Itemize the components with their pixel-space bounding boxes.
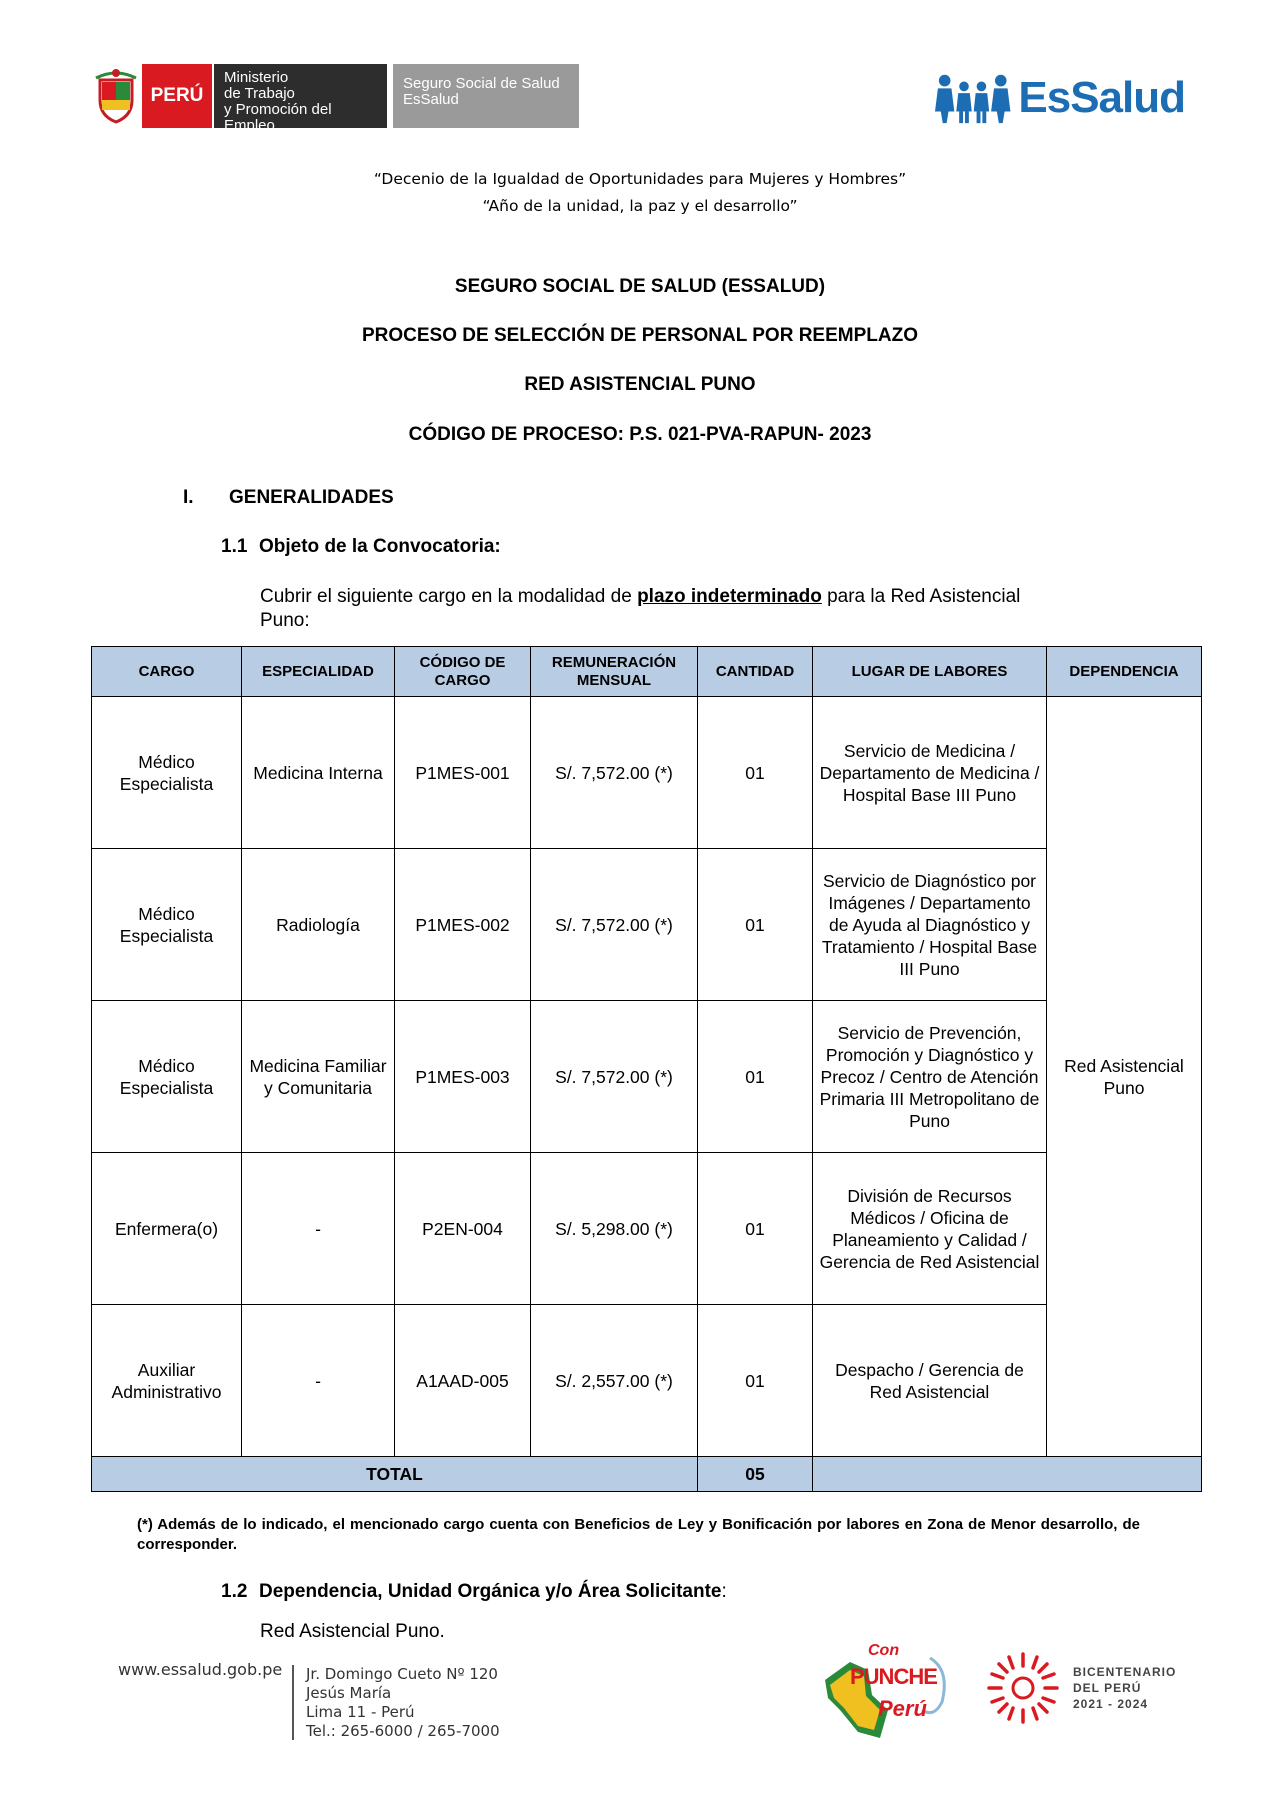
- intro-paragraph: Cubrir el siguiente cargo en la modalidad de plazo indeterminado para la Red Asistencial Puno:: [260, 586, 1021, 631]
- cell-codigo: P1MES-001: [395, 697, 531, 849]
- cell-codigo: P1MES-003: [395, 1001, 531, 1153]
- header-remuneracion: REMUNERACIÓN MENSUAL: [531, 647, 698, 697]
- cell-cantidad: 01: [698, 1153, 813, 1305]
- peru-government-logo: [90, 62, 600, 134]
- bicentenario-logo: [985, 1648, 1205, 1728]
- cell-especialidad: Medicina Familiar y Comunitaria: [242, 1001, 395, 1153]
- modality-emphasis: plazo indeterminado: [637, 586, 822, 607]
- cell-remuneracion: S/. 2,557.00 (*): [531, 1305, 698, 1457]
- footer-divider: [292, 1665, 294, 1740]
- total-empty: [813, 1457, 1202, 1492]
- title-red: RED ASISTENCIAL PUNO: [524, 374, 756, 395]
- cell-lugar: Servicio de Medicina / Departamento de Medicina / Hospital Base III Puno: [813, 697, 1047, 849]
- cell-lugar: Despacho / Gerencia de Red Asistencial: [813, 1305, 1047, 1457]
- cell-lugar: División de Recursos Médicos / Oficina de Planeamiento y Calidad / Gerencia de Red Asistencial: [813, 1153, 1047, 1305]
- section-title: GENERALIDADES: [229, 487, 394, 508]
- cell-codigo: P2EN-004: [395, 1153, 531, 1305]
- con-punche-peru-logo: Con PUNCHE Perú: [810, 1640, 960, 1750]
- bicentenario-text: BICENTENARIO DEL PERÚ 2021 - 2024: [1073, 1665, 1177, 1711]
- cell-cargo: Médico Especialista: [92, 849, 242, 1001]
- essalud-logo: [935, 68, 1185, 128]
- essalud-brand-text: EsSalud: [1018, 73, 1185, 122]
- title-process: PROCESO DE SELECCIÓN DE PERSONAL POR REEMPLAZO: [361, 325, 918, 346]
- remuneration-note: (*) Además de lo indicado, el mencionado cargo cuenta con Beneficios de Ley y Bonificación por labores en Zona de Menor desarrollo, de corresponder.: [137, 1516, 1140, 1553]
- cell-especialidad: -: [242, 1305, 395, 1457]
- positions-table: [91, 646, 1202, 1492]
- section-numeral: I.: [183, 487, 194, 508]
- coat-of-arms-icon: [90, 62, 142, 130]
- header-dependencia: DEPENDENCIA: [1047, 647, 1202, 697]
- bicentenario-sun-icon: [985, 1650, 1061, 1726]
- ministerio-label: Ministerio de Trabajo y Promoción del Empleo: [212, 64, 387, 128]
- subsection-1-1-title: Objeto de la Convocatoria:: [259, 536, 501, 557]
- cell-lugar: Servicio de Prevención, Promoción y Diagnóstico y Precoz / Centro de Atención Primaria III Metropolitano de Puno: [813, 1001, 1047, 1153]
- total-value: 05: [698, 1457, 813, 1492]
- cell-especialidad: -: [242, 1153, 395, 1305]
- motto-line-2: “Año de la unidad, la paz y el desarrollo”: [482, 197, 798, 215]
- table-row: [92, 697, 1202, 849]
- cell-especialidad: Radiología: [242, 849, 395, 1001]
- cell-remuneracion: S/. 7,572.00 (*): [531, 849, 698, 1001]
- cell-cantidad: 01: [698, 1001, 813, 1153]
- table-total-row: [92, 1457, 1202, 1492]
- cell-remuneracion: S/. 5,298.00 (*): [531, 1153, 698, 1305]
- cell-cantidad: 01: [698, 849, 813, 1001]
- header-lugar: LUGAR DE LABORES: [813, 647, 1047, 697]
- table-header-row: [92, 647, 1202, 697]
- header-cargo: CARGO: [92, 647, 242, 697]
- cell-cargo: Auxiliar Administrativo: [92, 1305, 242, 1457]
- table-row: [92, 1305, 1202, 1457]
- total-label: TOTAL: [92, 1457, 698, 1492]
- family-icon: [935, 72, 1012, 124]
- footer-address: Jr. Domingo Cueto Nº 120 Jesús María Lima 11 - Perú Tel.: 265-6000 / 265-7000: [306, 1665, 500, 1740]
- subsection-1-2-title: Dependencia, Unidad Orgánica y/o Área Solicitante:: [259, 1581, 727, 1602]
- subsection-1-1-number: 1.1: [221, 536, 248, 557]
- cell-lugar: Servicio de Diagnóstico por Imágenes / Departamento de Ayuda al Diagnóstico y Tratamiento / Hospital Base III Puno: [813, 849, 1047, 1001]
- cell-cargo: Médico Especialista: [92, 1001, 242, 1153]
- cell-cargo: Médico Especialista: [92, 697, 242, 849]
- essalud-grey-label: Seguro Social de Salud EsSalud: [393, 64, 579, 128]
- subsection-1-2-text: Red Asistencial Puno.: [260, 1621, 445, 1642]
- footer-website: www.essalud.gob.pe: [118, 1660, 283, 1679]
- table-row: [92, 1153, 1202, 1305]
- subsection-1-2-number: 1.2: [221, 1581, 248, 1602]
- header-especialidad: ESPECIALIDAD: [242, 647, 395, 697]
- peru-label: PERÚ: [142, 64, 212, 128]
- table-row: [92, 849, 1202, 1001]
- cell-dependencia: Red Asistencial Puno: [1047, 697, 1202, 1457]
- header-codigo: CÓDIGO DE CARGO: [395, 647, 531, 697]
- cell-cargo: Enfermera(o): [92, 1153, 242, 1305]
- cell-especialidad: Medicina Interna: [242, 697, 395, 849]
- motto-line-1: “Decenio de la Igualdad de Oportunidades para Mujeres y Hombres”: [373, 170, 907, 188]
- title-code: CÓDIGO DE PROCESO: P.S. 021-PVA-RAPUN- 2023: [408, 424, 872, 445]
- cell-codigo: A1AAD-005: [395, 1305, 531, 1457]
- cell-codigo: P1MES-002: [395, 849, 531, 1001]
- cell-remuneracion: S/. 7,572.00 (*): [531, 1001, 698, 1153]
- cell-cantidad: 01: [698, 1305, 813, 1457]
- cell-remuneracion: S/. 7,572.00 (*): [531, 697, 698, 849]
- table-row: [92, 1001, 1202, 1153]
- header-cantidad: CANTIDAD: [698, 647, 813, 697]
- cell-cantidad: 01: [698, 697, 813, 849]
- title-entity: SEGURO SOCIAL DE SALUD (ESSALUD): [454, 276, 826, 297]
